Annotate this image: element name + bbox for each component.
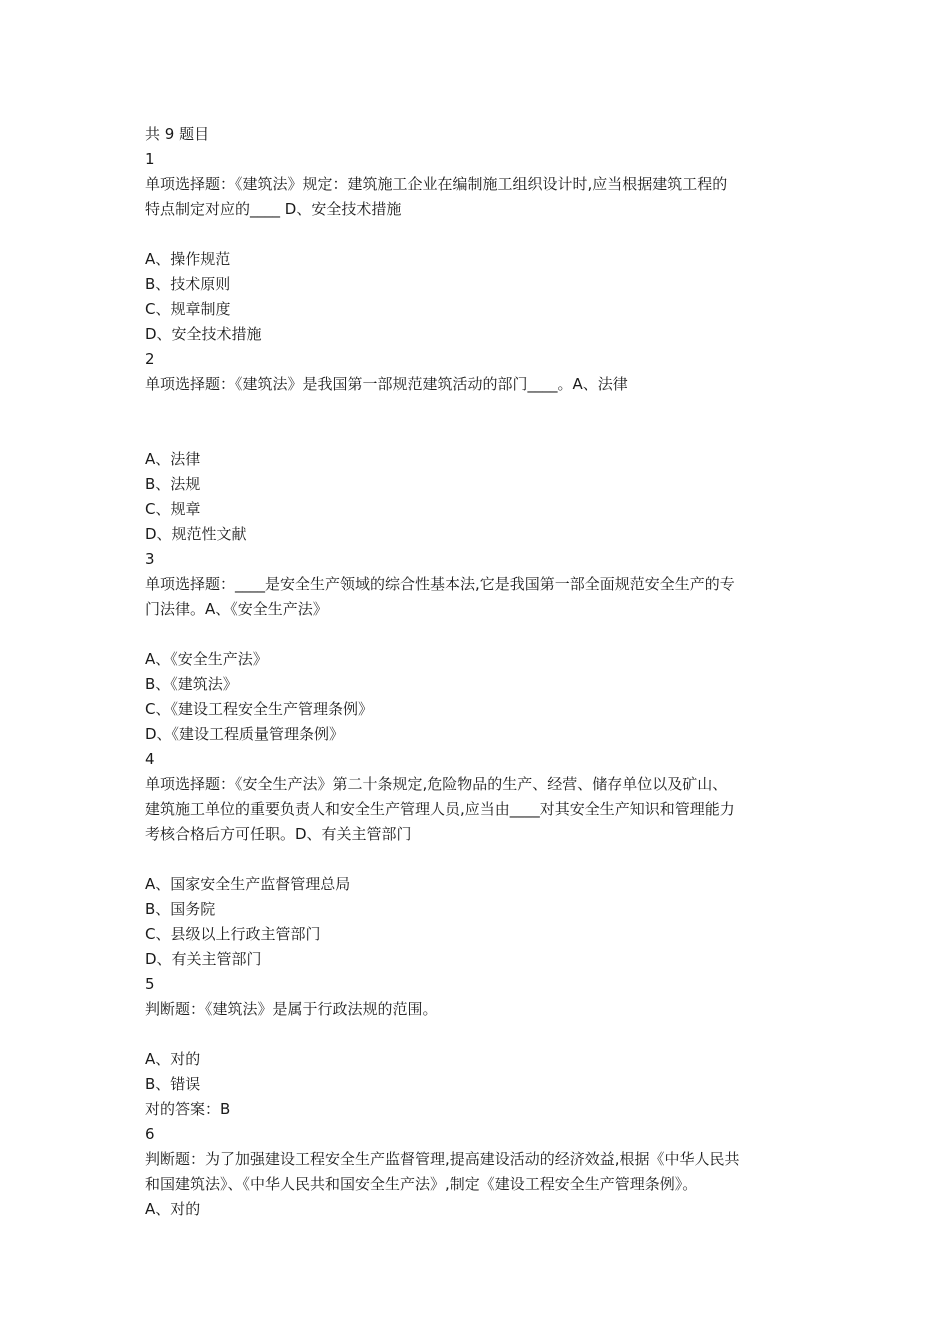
question-text: 考核合格后方可任职。D、有关主管部门: [145, 825, 412, 843]
option-a: A、对的: [145, 1200, 201, 1218]
option-a: A、法律: [145, 450, 201, 468]
question-text: 单项选择题：《安全生产法》第二十条规定,危险物品的生产、经营、储存单位以及矿山、: [145, 775, 728, 793]
question-text: 单项选择题：《建筑法》是我国第一部规范建筑活动的部门____。A、法律: [145, 375, 628, 393]
option-c: C、《建设工程安全生产管理条例》: [145, 700, 373, 718]
question-number: 5: [145, 975, 155, 993]
question-text: 单项选择题：____是安全生产领域的综合性基本法,它是我国第一部全面规范安全生产的专: [145, 575, 735, 593]
option-a: A、《安全生产法》: [145, 650, 268, 668]
question-text: 特点制定对应的____ D、安全技术措施: [145, 200, 402, 218]
option-a: A、国家安全生产监督管理总局: [145, 875, 351, 893]
question-text: 判断题：《建筑法》是属于行政法规的范围。: [145, 1000, 438, 1018]
question-number: 1: [145, 150, 155, 168]
option-b: B、技术原则: [145, 275, 231, 293]
question-number: 2: [145, 350, 155, 368]
option-d: D、有关主管部门: [145, 950, 262, 968]
spacer: [145, 622, 810, 647]
question-number: 3: [145, 550, 155, 568]
question-number: 4: [145, 750, 155, 768]
correct-answer: 对的答案：B: [145, 1100, 231, 1118]
question-count: 共 9 题目: [145, 125, 210, 143]
spacer: [145, 1022, 810, 1047]
option-d: D、规范性文献: [145, 525, 247, 543]
spacer: [145, 397, 810, 447]
option-a: A、操作规范: [145, 250, 231, 268]
option-c: C、规章制度: [145, 300, 231, 318]
question-text: 门法律。A、《安全生产法》: [145, 600, 328, 618]
option-b: B、错误: [145, 1075, 201, 1093]
spacer: [145, 222, 810, 247]
option-d: D、安全技术措施: [145, 325, 262, 343]
option-b: B、《建筑法》: [145, 675, 238, 693]
option-b: B、法规: [145, 475, 201, 493]
question-text: 判断题：为了加强建设工程安全生产监督管理,提高建设活动的经济效益,根据《中华人民共: [145, 1150, 740, 1168]
option-b: B、国务院: [145, 900, 216, 918]
question-text: 建筑施工单位的重要负责人和安全生产管理人员,应当由____对其安全生产知识和管理能力: [145, 800, 735, 818]
option-a: A、对的: [145, 1050, 201, 1068]
question-number: 6: [145, 1125, 155, 1143]
option-d: D、《建设工程质量管理条例》: [145, 725, 345, 743]
spacer: [145, 847, 810, 872]
question-text: 单项选择题：《建筑法》规定：建筑施工企业在编制施工组织设计时,应当根据建筑工程的: [145, 175, 728, 193]
option-c: C、规章: [145, 500, 201, 518]
option-c: C、县级以上行政主管部门: [145, 925, 321, 943]
question-text: 和国建筑法》、《中华人民共和国安全生产法》,制定《建设工程安全生产管理条例》。: [145, 1175, 698, 1193]
